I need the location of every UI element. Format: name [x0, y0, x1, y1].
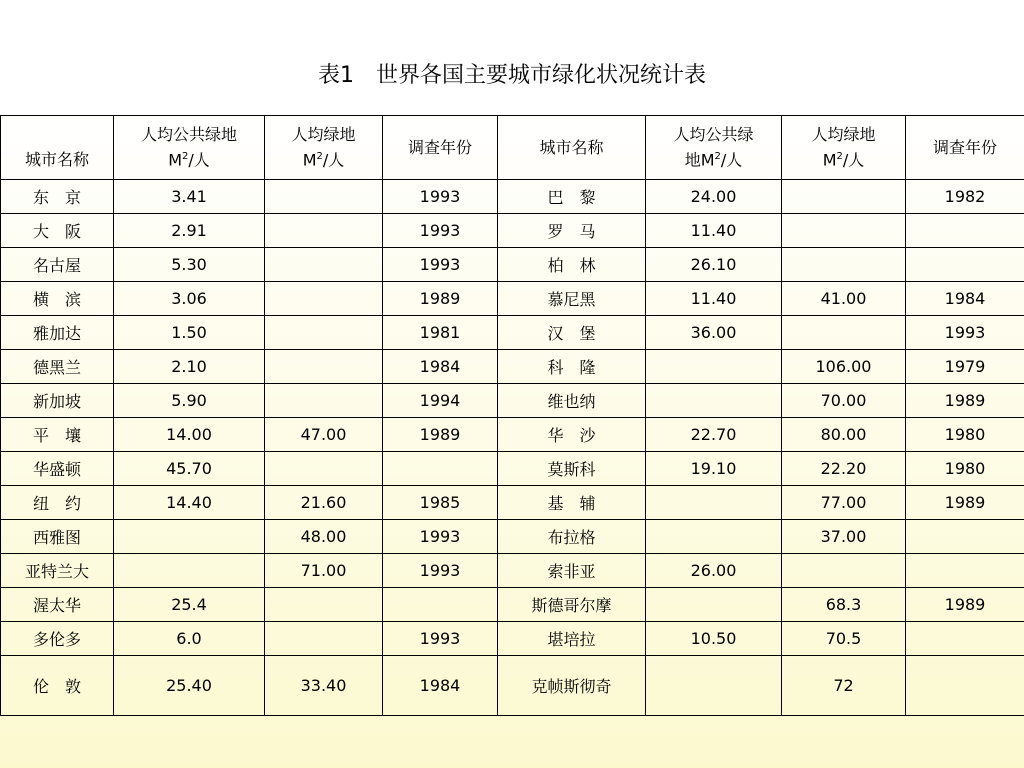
cell-public-green-2: 26.00 — [646, 554, 782, 588]
cell-public-green: 5.30 — [114, 248, 265, 282]
cell-survey-year — [383, 452, 498, 486]
cell-green — [265, 622, 383, 656]
cell-public-green-2 — [646, 588, 782, 622]
cell-survey-year: 1989 — [383, 282, 498, 316]
cell-green-2 — [782, 316, 906, 350]
cell-green-2 — [782, 214, 906, 248]
cell-survey-year: 1993 — [383, 248, 498, 282]
table-row — [1, 214, 1024, 248]
cell-green-2: 68.3 — [782, 588, 906, 622]
cell-survey-year: 1993 — [383, 520, 498, 554]
cell-public-green-2: 19.10 — [646, 452, 782, 486]
cell-city-name: 纽 约 — [1, 486, 114, 520]
cell-city-name-2: 索非亚 — [498, 554, 646, 588]
cell-green-2: 80.00 — [782, 418, 906, 452]
header-public-green-per-capita-2: 人均公共绿 地$M^2/$人 — [646, 116, 782, 180]
cell-survey-year: 1985 — [383, 486, 498, 520]
cell-public-green-2: 11.40 — [646, 282, 782, 316]
cell-city-name: 新加坡 — [1, 384, 114, 418]
cell-green-2: 41.00 — [782, 282, 906, 316]
header-city-name-2: 城市名称 — [498, 116, 646, 180]
cell-public-green-2: 36.00 — [646, 316, 782, 350]
table-row — [1, 418, 1024, 452]
cell-survey-year-2: 1982 — [906, 180, 1024, 214]
cell-survey-year-2 — [906, 214, 1024, 248]
cell-city-name-2: 巴 黎 — [498, 180, 646, 214]
cell-survey-year-2: 1989 — [906, 588, 1024, 622]
cell-city-name: 横 滨 — [1, 282, 114, 316]
cell-public-green-2: 24.00 — [646, 180, 782, 214]
cell-city-name-2: 柏 林 — [498, 248, 646, 282]
cell-city-name-2: 汉 堡 — [498, 316, 646, 350]
cell-survey-year: 1994 — [383, 384, 498, 418]
cell-survey-year-2: 1980 — [906, 418, 1024, 452]
cell-green — [265, 214, 383, 248]
table-row — [1, 180, 1024, 214]
cell-city-name-2: 罗 马 — [498, 214, 646, 248]
cell-public-green-2: 22.70 — [646, 418, 782, 452]
cell-survey-year: 1993 — [383, 214, 498, 248]
cell-green — [265, 282, 383, 316]
cell-city-name: 华盛顿 — [1, 452, 114, 486]
header-green-per-capita-2: 人均绿地 $M^2/$人 — [782, 116, 906, 180]
cell-public-green: 3.06 — [114, 282, 265, 316]
cell-survey-year: 1984 — [383, 350, 498, 384]
cell-green: 47.00 — [265, 418, 383, 452]
table-title: 表1 世界各国主要城市绿化状况统计表 — [318, 63, 706, 88]
cell-survey-year-2 — [906, 554, 1024, 588]
cell-survey-year-2: 1989 — [906, 486, 1024, 520]
table-row — [1, 248, 1024, 282]
cell-green — [265, 350, 383, 384]
cell-city-name: 名古屋 — [1, 248, 114, 282]
cell-public-green: 1.50 — [114, 316, 265, 350]
cell-survey-year-2 — [906, 248, 1024, 282]
cell-survey-year-2: 1993 — [906, 316, 1024, 350]
table-row — [1, 622, 1024, 656]
table-body — [1, 180, 1024, 716]
cell-green-2 — [782, 248, 906, 282]
cell-green: 33.40 — [265, 656, 383, 716]
cell-survey-year-2 — [906, 656, 1024, 716]
cell-green-2: 70.5 — [782, 622, 906, 656]
cell-city-name-2: 基 辅 — [498, 486, 646, 520]
cell-survey-year-2: 1989 — [906, 384, 1024, 418]
table-row — [1, 384, 1024, 418]
cell-city-name-2: 堪培拉 — [498, 622, 646, 656]
cell-green: 71.00 — [265, 554, 383, 588]
cell-survey-year-2: 1979 — [906, 350, 1024, 384]
table-row — [1, 656, 1024, 716]
cell-survey-year: 1984 — [383, 656, 498, 716]
cell-city-name: 伦 敦 — [1, 656, 114, 716]
cell-green: 21.60 — [265, 486, 383, 520]
cell-city-name: 平 壤 — [1, 418, 114, 452]
table-row — [1, 316, 1024, 350]
table-row — [1, 588, 1024, 622]
cell-green — [265, 316, 383, 350]
table-row — [1, 350, 1024, 384]
cell-green — [265, 384, 383, 418]
cell-public-green: 14.40 — [114, 486, 265, 520]
cell-city-name-2: 华 沙 — [498, 418, 646, 452]
cell-survey-year-2 — [906, 622, 1024, 656]
cell-green: 48.00 — [265, 520, 383, 554]
cell-public-green: 25.40 — [114, 656, 265, 716]
cell-green-2: 37.00 — [782, 520, 906, 554]
cell-public-green-2: 11.40 — [646, 214, 782, 248]
cell-city-name: 渥太华 — [1, 588, 114, 622]
table-row — [1, 452, 1024, 486]
cell-public-green-2 — [646, 520, 782, 554]
cell-city-name-2: 科 隆 — [498, 350, 646, 384]
cell-city-name-2: 维也纳 — [498, 384, 646, 418]
cell-public-green-2 — [646, 486, 782, 520]
cell-public-green: 14.00 — [114, 418, 265, 452]
cell-survey-year: 1993 — [383, 622, 498, 656]
cell-public-green: 2.10 — [114, 350, 265, 384]
header-public-green-per-capita: 人均公共绿地 $M^2/$人 — [114, 116, 265, 180]
cell-green-2 — [782, 180, 906, 214]
header-survey-year: 调查年份 — [383, 116, 498, 180]
cell-survey-year-2 — [906, 520, 1024, 554]
cell-green-2: 72 — [782, 656, 906, 716]
cell-public-green: 6.0 — [114, 622, 265, 656]
cell-public-green-2 — [646, 656, 782, 716]
table-row — [1, 486, 1024, 520]
cell-survey-year-2: 1980 — [906, 452, 1024, 486]
cell-city-name-2: 斯德哥尔摩 — [498, 588, 646, 622]
cell-city-name-2: 慕尼黑 — [498, 282, 646, 316]
cell-green — [265, 180, 383, 214]
cell-survey-year — [383, 588, 498, 622]
header-survey-year-2: 调查年份 — [906, 116, 1024, 180]
table-row — [1, 554, 1024, 588]
cell-survey-year: 1989 — [383, 418, 498, 452]
cell-survey-year: 1993 — [383, 554, 498, 588]
header-city-name: 城市名称 — [1, 116, 114, 180]
cell-city-name: 大 阪 — [1, 214, 114, 248]
header-row — [1, 116, 1024, 180]
cell-green-2 — [782, 554, 906, 588]
cell-city-name: 雅加达 — [1, 316, 114, 350]
cell-city-name-2: 布拉格 — [498, 520, 646, 554]
cell-public-green: 2.91 — [114, 214, 265, 248]
cell-green — [265, 452, 383, 486]
cell-city-name: 东 京 — [1, 180, 114, 214]
cell-public-green: 45.70 — [114, 452, 265, 486]
cell-city-name: 亚特兰大 — [1, 554, 114, 588]
cell-public-green: 3.41 — [114, 180, 265, 214]
cell-green-2: 77.00 — [782, 486, 906, 520]
cell-green — [265, 588, 383, 622]
cell-public-green-2 — [646, 350, 782, 384]
cell-survey-year: 1981 — [383, 316, 498, 350]
table-row — [1, 282, 1024, 316]
table-row — [1, 520, 1024, 554]
cell-city-name: 西雅图 — [1, 520, 114, 554]
cell-public-green — [114, 520, 265, 554]
cell-public-green-2: 10.50 — [646, 622, 782, 656]
cell-city-name: 德黑兰 — [1, 350, 114, 384]
cell-public-green: 25.4 — [114, 588, 265, 622]
cell-green — [265, 248, 383, 282]
city-greening-table — [0, 115, 1024, 716]
cell-public-green: 5.90 — [114, 384, 265, 418]
cell-city-name-2: 克帧斯彻奇 — [498, 656, 646, 716]
cell-survey-year-2: 1984 — [906, 282, 1024, 316]
cell-survey-year: 1993 — [383, 180, 498, 214]
cell-green-2: 106.00 — [782, 350, 906, 384]
cell-public-green — [114, 554, 265, 588]
cell-city-name: 多伦多 — [1, 622, 114, 656]
cell-public-green-2: 26.10 — [646, 248, 782, 282]
header-green-per-capita: 人均绿地 $M^2/$人 — [265, 116, 383, 180]
cell-city-name-2: 莫斯科 — [498, 452, 646, 486]
cell-green-2: 70.00 — [782, 384, 906, 418]
cell-public-green-2 — [646, 384, 782, 418]
cell-green-2: 22.20 — [782, 452, 906, 486]
